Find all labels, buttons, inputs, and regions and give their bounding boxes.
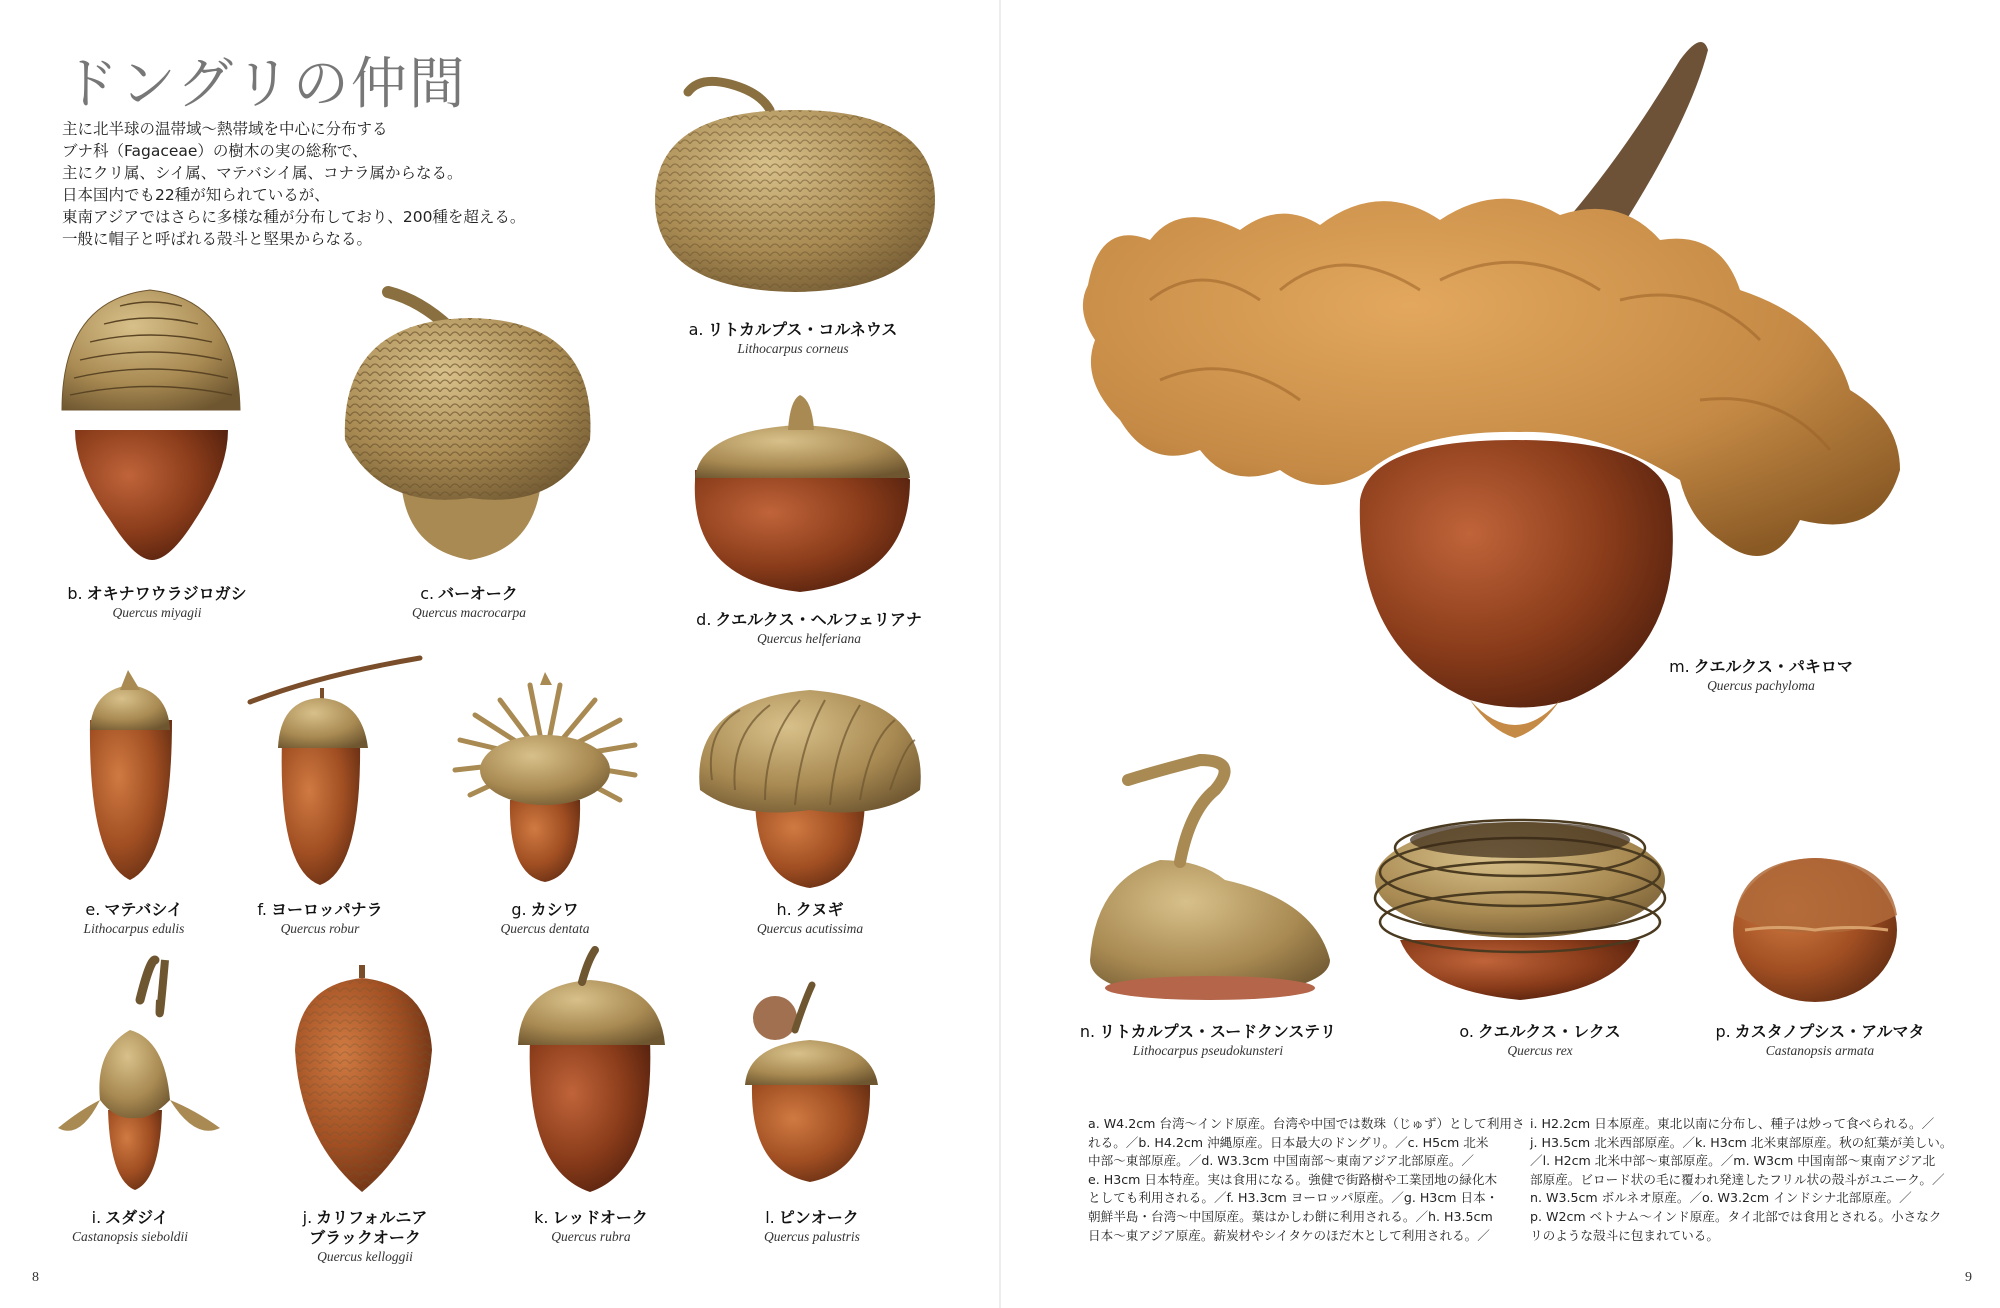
label-jp-name: オキナワウラジロガシ xyxy=(86,584,247,603)
specimen-l-image xyxy=(745,985,878,1182)
description-line: 朝鮮半島・台湾〜中国原産。葉はかしわ餅に利用される。／h. H3.5cm xyxy=(1088,1208,1493,1224)
specimen-label-c xyxy=(412,584,526,622)
label-letter: h. xyxy=(776,900,792,919)
label-jp-name: クエルクス・パキロマ xyxy=(1693,657,1853,676)
description-line: ／l. H2cm 北米中部〜東部原産。／m. W3cm 中国南部〜東南アジア北 xyxy=(1530,1153,1936,1169)
specimen-label-b xyxy=(67,584,246,622)
specimen-j-image xyxy=(295,965,432,1192)
specimen-o-image xyxy=(1375,820,1665,1000)
label-jp-name: リトカルプス・スードクンステリ xyxy=(1099,1022,1337,1041)
label-sci-name: Quercus helferiana xyxy=(756,631,862,646)
label-jp-name: カシワ xyxy=(530,900,579,919)
page-title: ドングリの仲間 xyxy=(62,52,467,117)
label-jp-name: ヨーロッパナラ xyxy=(270,900,383,919)
label-letter: b. xyxy=(67,584,83,603)
specimen-label-e xyxy=(84,900,185,938)
specimen-label-n xyxy=(1080,1022,1336,1060)
specimen-label-h xyxy=(757,900,863,938)
label-jp-name: カスタノプシス・アルマタ xyxy=(1734,1022,1925,1041)
intro-line: 主に北半球の温帯域〜熱帯域を中心に分布する xyxy=(62,120,388,138)
label-letter: k. xyxy=(534,1208,549,1227)
label-letter: g. xyxy=(511,900,527,919)
specimen-k-image xyxy=(518,950,665,1192)
specimen-label-m xyxy=(1669,657,1853,695)
description-line: 中部〜東部原産。／d. W3.3cm 中国南部〜東南アジア北部原産。／ xyxy=(1088,1153,1475,1169)
label-letter: e. xyxy=(85,900,101,919)
specimen-label-f xyxy=(257,900,382,938)
label-jp-name-line2: ブラックオーク xyxy=(309,1228,421,1247)
specimen-c-image xyxy=(345,292,591,560)
specimen-f-image xyxy=(250,658,420,885)
description-column-right xyxy=(1530,1115,1953,1245)
label-letter: p. xyxy=(1715,1022,1731,1041)
label-letter: d. xyxy=(696,610,712,629)
intro-line: 東南アジアではさらに多様な種が分布しており、200種を超える。 xyxy=(62,208,526,226)
description-line: れる。／b. H4.2cm 沖縄原産。日本最大のドングリ。／c. H5cm 北米 xyxy=(1088,1134,1489,1150)
specimen-g-image xyxy=(455,672,635,882)
specimen-label-i xyxy=(72,1208,188,1246)
specimen-i-image xyxy=(58,960,220,1190)
label-jp-name: カリフォルニア xyxy=(316,1208,428,1227)
label-jp-name: ピンオーク xyxy=(778,1208,859,1227)
label-sci-name: Lithocarpus pseudokunsteri xyxy=(1132,1043,1284,1058)
label-letter: i. xyxy=(91,1208,102,1227)
intro-line: 日本国内でも22種が知られているが、 xyxy=(62,186,330,204)
specimen-n-image xyxy=(1090,760,1330,1000)
label-letter: j. xyxy=(302,1208,313,1227)
specimen-label-p xyxy=(1715,1022,1924,1060)
description-column-left xyxy=(1088,1115,1525,1245)
label-letter: m. xyxy=(1669,657,1690,676)
page-number-left: 8 xyxy=(32,1270,39,1285)
description-line: p. W2cm ベトナム〜インド原産。タイ北部では食用とされる。小さなク xyxy=(1530,1208,1942,1224)
page-number-right: 9 xyxy=(1965,1270,1972,1285)
description-line: 部原産。ビロード状の毛に覆われ発達したフリル状の殻斗がユニーク。／ xyxy=(1530,1171,1945,1187)
specimen-label-l xyxy=(764,1208,860,1246)
label-letter: n. xyxy=(1079,1022,1096,1041)
specimen-a-image xyxy=(655,81,935,292)
specimen-label-g xyxy=(500,900,589,938)
label-sci-name: Quercus rubra xyxy=(551,1229,631,1244)
description-line: i. H2.2cm 日本原産。東北以南に分布し、種子は炒って食べられる。／ xyxy=(1530,1116,1935,1131)
description-line: a. W4.2cm 台湾〜インド原産。台湾や中国では数珠（じゅず）として利用さ xyxy=(1088,1116,1525,1131)
description-line: 日本〜東アジア原産。薪炭材やシイタケのほだ木として利用される。／ xyxy=(1088,1227,1490,1243)
label-letter: a. xyxy=(688,320,704,339)
label-sci-name: Quercus robur xyxy=(280,921,360,936)
specimen-label-j xyxy=(303,1208,428,1266)
label-letter: o. xyxy=(1459,1022,1474,1041)
specimen-p-image xyxy=(1733,858,1897,1002)
label-sci-name: Quercus pachyloma xyxy=(1707,678,1815,693)
label-jp-name: クエルクス・レクス xyxy=(1477,1022,1621,1041)
description-line: n. W3.5cm ボルネオ原産。／o. W3.2cm インドシナ北部原産。／ xyxy=(1530,1190,1912,1206)
label-sci-name: Castanopsis armata xyxy=(1765,1043,1875,1058)
label-sci-name: Quercus rex xyxy=(1507,1043,1573,1058)
label-sci-name: Quercus palustris xyxy=(764,1229,860,1244)
label-sci-name: Quercus miyagii xyxy=(112,605,202,620)
label-sci-name: Quercus macrocarpa xyxy=(411,605,527,620)
specimen-label-d xyxy=(696,610,922,648)
specimen-m-image xyxy=(1083,42,1900,738)
label-jp-name: レッドオーク xyxy=(552,1208,648,1227)
specimen-label-k xyxy=(534,1208,648,1246)
specimen-d-image xyxy=(695,395,910,592)
description-line: j. H3.5cm 北米西部原産。／k. H3cm 北米東部原産。秋の紅葉が美しい。 xyxy=(1530,1134,1953,1150)
specimen-b-image xyxy=(62,290,240,560)
specimen-h-image xyxy=(699,690,921,888)
label-sci-name: Lithocarpus corneus xyxy=(737,341,849,356)
intro-line: ブナ科（Fagaceae）の樹木の実の総称で、 xyxy=(62,142,368,160)
specimen-label-a xyxy=(689,320,898,358)
label-sci-name: Quercus dentata xyxy=(500,921,590,936)
description-line: e. H3cm 日本特産。実は食用になる。強健で街路樹や工業団地の緑化木 xyxy=(1088,1171,1498,1187)
label-sci-name: Lithocarpus edulis xyxy=(83,921,185,936)
intro-line: 一般に帽子と呼ばれる殻斗と堅果からなる。 xyxy=(62,230,373,248)
description-line: としても利用される。／f. H3.3cm ヨーロッパ原産。／g. H3cm 日本・ xyxy=(1088,1190,1499,1206)
label-jp-name: クエルクス・ヘルフェリアナ xyxy=(715,610,922,629)
label-jp-name: バーオーク xyxy=(438,584,518,603)
intro-line: 主にクリ属、シイ属、マテバシイ属、コナラ属からなる。 xyxy=(62,164,463,182)
label-jp-name: マテバシイ xyxy=(104,900,183,919)
label-sci-name: Quercus kelloggii xyxy=(317,1249,413,1264)
label-jp-name: スダジイ xyxy=(105,1208,169,1227)
label-sci-name: Quercus acutissima xyxy=(756,921,864,936)
label-letter: l. xyxy=(765,1208,775,1227)
label-sci-name: Castanopsis sieboldii xyxy=(72,1229,188,1244)
label-jp-name: クヌギ xyxy=(795,900,844,919)
label-jp-name: リトカルプス・コルネウス xyxy=(707,320,898,339)
specimen-label-o xyxy=(1459,1022,1620,1060)
label-letter: c. xyxy=(420,584,435,603)
specimen-e-image xyxy=(90,670,172,880)
description-line: リのような殻斗に包まれている。 xyxy=(1530,1227,1719,1243)
label-letter: f. xyxy=(257,900,267,919)
